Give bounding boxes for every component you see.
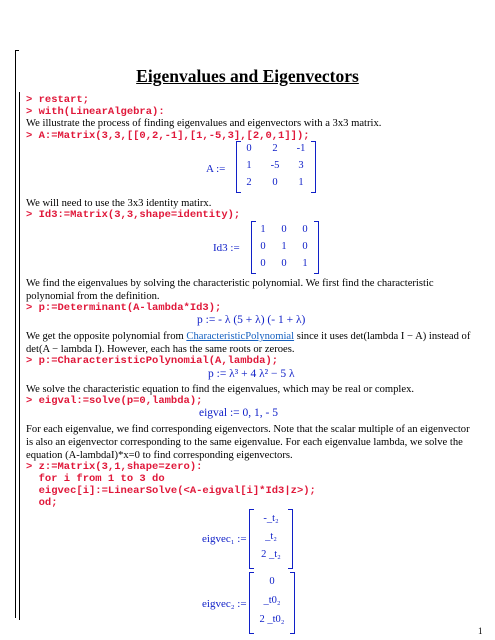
matrix-a-cell: 1 [298,177,304,188]
matrix-a-cell: -5 [270,160,280,171]
restart-command[interactable]: > restart; [26,94,90,106]
identity-text: We will need to use the 3x3 identity matirx. [26,198,212,209]
matrix-a-command[interactable]: > A:=Matrix(3,3,[[0,2,-1],[1,-5,3],[2,0,1]]); [26,130,310,142]
identity-cell: 0 [281,258,287,269]
eigvec1-cell: _t₂ [265,531,277,542]
matrix-a-cell: 1 [246,160,252,171]
identity-cell: 1 [302,258,308,269]
group-bracket [19,92,20,620]
identity-cell: 0 [260,258,266,269]
matrix-a-cell: 2 [246,177,252,188]
matrix-a-label: A := [206,163,226,175]
od-command[interactable]: od; [26,497,58,509]
identity-cell: 0 [281,224,287,235]
eigvec1-label: eigvec₁ := [202,533,247,545]
opposite-text-pre: We get the opposite polynomial from [26,331,187,342]
eigvec2-cell: _t0₂ [263,595,281,606]
identity-cell: 0 [302,241,308,252]
identity-command[interactable]: > Id3:=Matrix(3,3,shape=identity); [26,209,241,221]
eigvec1-cell: -_t₂ [263,513,279,524]
page-number: 1 [478,626,483,636]
matrix-a-cell: 2 [272,143,278,154]
opposite-text-2: det(A − lambda I). However, each has the same roots or zeroes. [26,344,295,355]
eigvec2-label: eigvec₂ := [202,598,247,610]
section-bracket-top [15,50,19,51]
determinant-command[interactable]: > p:=Determinant(A-lambda*Id3); [26,302,222,314]
eigvec-text-2: is also an eigenvector corresponding to the same eigenvalue. For each eigenvalue lambda, we solve the [26,437,463,448]
linsolve-command[interactable]: eigvec[i]:=LinearSolve(<A-eigval[i]*Id3|z>); [26,485,316,497]
with-command[interactable]: > with(LinearAlgebra): [26,106,165,118]
for-command[interactable]: for i from 1 to 3 do [26,473,165,485]
eigvec1-vector [250,509,292,567]
identity-label: Id3 := [213,242,240,254]
solve-text: We solve the characteristic equation to find the eigenvalues, which may be real or complex. [26,384,415,395]
charpoly-text-2: polynomial from the definition. [26,291,160,302]
eigvec2-cell: 2 _t0₂ [259,614,285,625]
intro-text: We illustrate the process of finding eigenvalues and eigenvectors with a 3x3 matrix. [26,118,382,129]
solve-command[interactable]: > eigval:=solve(p=0,lambda); [26,395,203,407]
identity-cell: 1 [281,241,287,252]
identity-matrix [252,221,318,272]
opposite-text-1 [26,330,470,343]
identity-cell: 0 [260,241,266,252]
eigvec2-cell: 0 [269,576,275,587]
eigvec1-cell: 2 _t₂ [261,549,281,560]
charpoly-link[interactable]: CharacteristicPolynomial [186,331,295,342]
identity-cell: 0 [302,224,308,235]
zero-matrix-command[interactable]: > z:=Matrix(3,1,shape=zero): [26,461,203,473]
matrix-a-cell: 0 [246,143,252,154]
eigvec-text-3: equation (A-lambdaI)*x=0 to find corresponding eigenvectors. [26,450,293,461]
charpoly-command[interactable]: > p:=CharacteristicPolynomial(A,lambda); [26,355,279,367]
section-bracket [15,50,16,618]
charpoly-output: p := λ³ + 4 λ² − 5 λ [208,368,295,380]
matrix-a [237,141,315,191]
page-title: Eigenvalues and Eigenvectors [136,66,359,86]
charpoly-text-1: We find the eigenvalues by solving the characteristic polynomial. We first find the characteristic [26,278,434,289]
determinant-output: p := - λ (5 + λ) (- 1 + λ) [197,314,306,326]
eigval-output: eigval := 0, 1, - 5 [199,407,278,419]
eigvec2-vector [250,572,294,632]
opposite-text-post: since it uses det(lambda I − A) instead of [294,331,471,342]
matrix-a-cell: 0 [272,177,278,188]
matrix-a-cell: 3 [298,160,304,171]
eigvec-text-1: For each eigenvalue, we find corresponding eigenvectors. Note that the scalar multiple of an eigenvector [26,424,470,435]
matrix-a-cell: -1 [296,143,306,154]
identity-cell: 1 [260,224,266,235]
